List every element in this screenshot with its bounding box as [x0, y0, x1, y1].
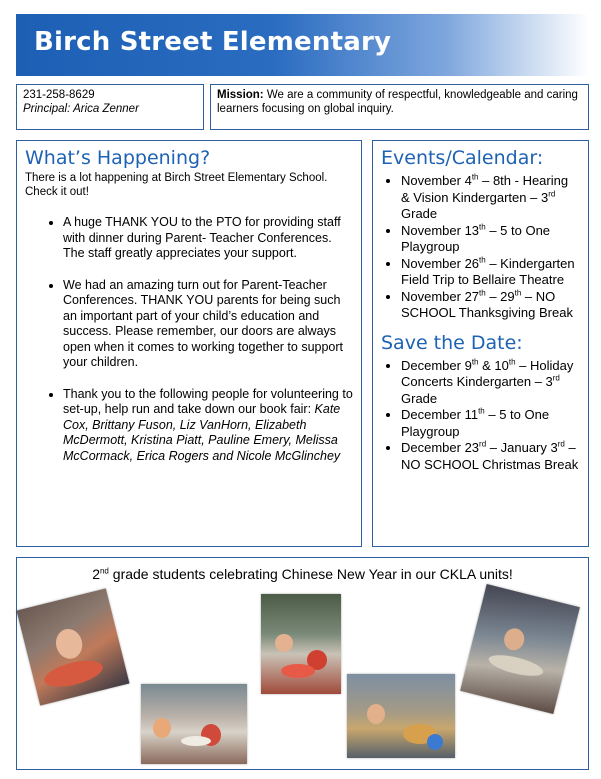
school-name: Birch Street Elementary — [34, 27, 392, 57]
mission-box — [210, 84, 589, 130]
list-item — [63, 387, 353, 465]
list-item: • December 23rd – January 3rd – NO SCHOOL Christmas Break — [401, 440, 580, 473]
volunteer-names: Kate Cox, Brittany Fuson, Liz VanHorn, Elizabeth McDermott, Kristina Piatt, Pauline Emery, Melissa McCormack, Erica Rogers and Nicole McGlinchey — [63, 402, 341, 463]
classroom-photo — [141, 684, 247, 764]
list-item: • A huge THANK YOU to the PTO for providing staff with dinner during Parent- Teacher Conferences. The staff greatly appreciates your support. — [63, 215, 353, 262]
header-banner — [16, 14, 589, 76]
whats-happening-title: What’s Happening? — [25, 147, 211, 169]
list-item: • December 9th & 10th – Holiday Concerts Kindergarten – 3rd Grade — [401, 358, 580, 408]
classroom-photo — [261, 594, 341, 694]
whats-happening-intro: There is a lot happening at Birch Street Elementary School. Check it out! — [25, 172, 328, 198]
mission-text: We are a community of respectful, knowledgeable and caring learners focusing on global inquiry. — [217, 89, 578, 115]
contact-box — [16, 84, 204, 130]
photo-gallery — [16, 557, 589, 770]
events-list — [381, 173, 580, 322]
save-the-date-list — [381, 358, 580, 474]
list-item: • November 27th – 29th – NO SCHOOL Thanksgiving Break — [401, 289, 580, 322]
gallery-caption: 2nd grade students celebrating Chinese New Year in our CKLA units! — [92, 566, 513, 582]
whats-happening-section — [16, 140, 362, 547]
events-calendar-section — [372, 140, 589, 547]
list-item: • December 11th – 5 to One Playgroup — [401, 407, 580, 440]
save-the-date-title: Save the Date: — [381, 331, 523, 354]
happening-list — [25, 215, 353, 464]
list-item: • We had an amazing turn out for Parent-Teacher Conferences. THANK YOU parents for being such an important part of your child’s education and success. Please remember, our doors are always open when it comes to working together to support your children. — [63, 278, 353, 371]
principal-name: Principal: Arica Zenner — [23, 103, 139, 115]
classroom-photo — [347, 674, 455, 758]
list-item: • November 4th – 8th - Hearing & Vision Kindergarten – 3rd Grade — [401, 173, 580, 223]
events-title: Events/Calendar: — [381, 147, 544, 169]
list-item: • November 13th – 5 to One Playgroup — [401, 223, 580, 256]
list-item: • November 26th – Kindergarten Field Trip to Bellaire Theatre — [401, 256, 580, 289]
phone-number: 231-258-8629 — [23, 89, 95, 101]
classroom-photo — [460, 584, 580, 714]
classroom-photo — [17, 588, 130, 705]
mission-label: Mission: — [217, 89, 264, 101]
book-fair-text: Thank you to the following people for volunteering to set-up, help run and take down our book fair: — [63, 386, 353, 416]
